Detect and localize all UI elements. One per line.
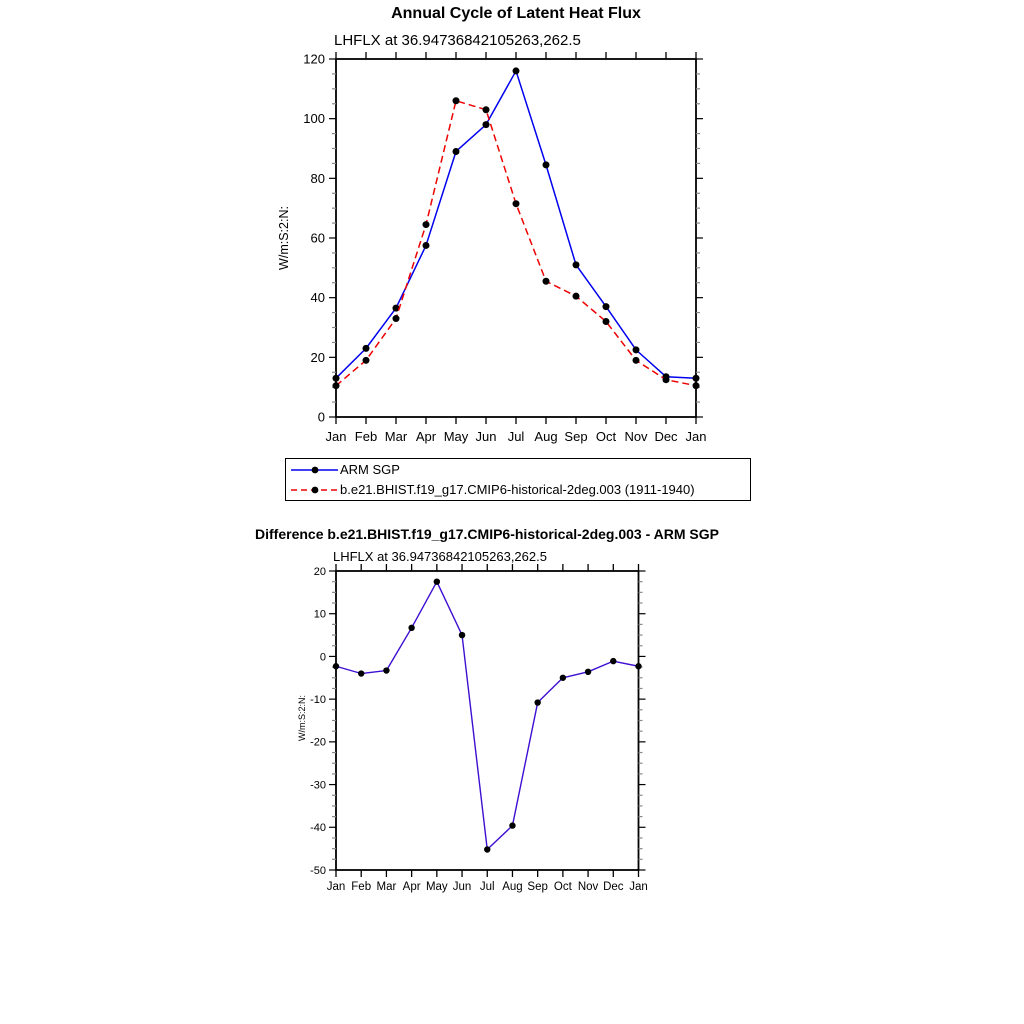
top-chart-plot-area — [303, 52, 706, 444]
data-point-marker — [434, 578, 440, 584]
data-point-marker — [453, 97, 460, 104]
series-line-1 — [336, 101, 696, 386]
x-tick-label: Mar — [384, 429, 408, 444]
x-tick-label: Apr — [415, 429, 437, 444]
x-tick-label: Sep — [564, 429, 588, 444]
legend-line-sample-solid — [289, 463, 340, 477]
x-tick-label: May — [443, 429, 469, 444]
data-point-marker — [603, 303, 610, 310]
data-point-marker — [393, 315, 400, 322]
data-point-marker — [635, 663, 641, 669]
bottom-chart-subtitle: LHFLX at 36.94736842105263,262.5 — [333, 549, 547, 564]
legend-entry-model — [289, 480, 750, 499]
x-tick-label: Mar — [376, 881, 397, 893]
data-point-marker — [358, 670, 364, 676]
data-point-marker — [513, 200, 520, 207]
data-point-marker — [663, 376, 670, 383]
data-point-marker — [693, 382, 700, 389]
y-tick-label: 10 — [313, 608, 326, 621]
data-point-marker — [543, 161, 550, 168]
data-point-marker — [459, 632, 465, 638]
legend-label-model: b.e21.BHIST.f19_g17.CMIP6-historical-2deg.003 (1911-1940) — [340, 482, 695, 497]
y-tick-label: 0 — [317, 409, 325, 425]
data-point-marker — [633, 346, 640, 353]
bottom-chart-plot-area — [310, 564, 648, 893]
legend-sample-marker-icon — [312, 486, 319, 493]
y-tick-label: 100 — [303, 111, 325, 127]
data-point-marker — [543, 278, 550, 285]
top-chart-subtitle: LHFLX at 36.94736842105263,262.5 — [334, 32, 581, 49]
x-tick-label: Dec — [603, 881, 624, 893]
data-point-marker — [509, 822, 515, 828]
x-tick-label: Jan — [629, 881, 648, 893]
data-point-marker — [363, 345, 370, 352]
data-point-marker — [603, 318, 610, 325]
x-tick-label: Feb — [354, 429, 378, 444]
data-point-marker — [585, 669, 591, 675]
data-point-marker — [693, 375, 700, 382]
x-tick-label: Jul — [479, 881, 495, 893]
x-tick-label: Aug — [502, 881, 523, 893]
data-point-marker — [408, 625, 414, 631]
y-tick-label: 20 — [310, 349, 325, 365]
y-tick-label: 20 — [313, 565, 326, 578]
data-point-marker — [483, 106, 490, 113]
series-line-0 — [336, 582, 639, 850]
y-tick-label: -20 — [310, 736, 326, 749]
y-tick-label: 0 — [319, 651, 326, 664]
x-tick-label: Oct — [595, 429, 617, 444]
data-point-marker — [484, 846, 490, 852]
y-tick-label: 60 — [310, 230, 325, 246]
top-chart-title: Annual Cycle of Latent Heat Flux — [391, 5, 641, 22]
x-tick-label: Nov — [624, 429, 648, 444]
legend-label-arm-sgp: ARM SGP — [340, 462, 400, 477]
y-tick-label: -10 — [310, 693, 326, 706]
x-tick-label: Jul — [507, 429, 525, 444]
data-point-marker — [573, 261, 580, 268]
data-point-marker — [423, 221, 430, 228]
legend-sample-marker-icon — [312, 466, 319, 473]
x-tick-label: Aug — [534, 429, 558, 444]
data-point-marker — [534, 699, 540, 705]
data-point-marker — [560, 675, 566, 681]
y-tick-label: -30 — [310, 779, 326, 792]
data-point-marker — [423, 242, 430, 249]
data-point-marker — [453, 148, 460, 155]
data-point-marker — [383, 667, 389, 673]
series-line-0 — [336, 71, 696, 378]
data-point-marker — [333, 382, 340, 389]
plot-frame — [336, 571, 639, 870]
x-tick-label: Oct — [553, 881, 572, 893]
x-tick-label: Sep — [527, 881, 548, 893]
x-tick-label: Apr — [402, 881, 421, 893]
bottom-chart-y-axis-label: W/m:S:2:N: — [297, 694, 307, 742]
y-tick-label: -40 — [310, 822, 326, 835]
legend-entry-arm-sgp — [289, 460, 750, 479]
data-point-marker — [483, 121, 490, 128]
x-tick-label: Feb — [351, 881, 372, 893]
y-tick-label: 120 — [303, 51, 325, 67]
data-point-marker — [333, 663, 339, 669]
x-tick-label: Jun — [475, 429, 497, 444]
data-point-marker — [610, 658, 616, 664]
y-tick-label: 80 — [310, 170, 325, 186]
x-tick-label: Nov — [577, 881, 599, 893]
data-point-marker — [333, 375, 340, 382]
data-point-marker — [633, 357, 640, 364]
bottom-chart-title: Difference b.e21.BHIST.f19_g17.CMIP6-historical-2deg.003 - ARM SGP — [255, 526, 719, 542]
data-point-marker — [363, 357, 370, 364]
top-chart-y-axis-label: W/m:S:2:N: — [277, 206, 291, 270]
plot-frame — [336, 59, 696, 417]
data-point-marker — [573, 293, 580, 300]
y-tick-label: 40 — [310, 290, 325, 306]
y-tick-label: -50 — [310, 864, 326, 877]
x-tick-label: Jan — [326, 881, 346, 893]
data-point-marker — [513, 67, 520, 74]
x-tick-label: Jan — [685, 429, 707, 444]
x-tick-label: Dec — [654, 429, 678, 444]
x-tick-label: Jan — [325, 429, 347, 444]
legend-box — [285, 458, 751, 501]
legend-line-sample-dashed — [289, 483, 340, 497]
x-tick-label: May — [425, 881, 448, 893]
x-tick-label: Jun — [452, 881, 472, 893]
